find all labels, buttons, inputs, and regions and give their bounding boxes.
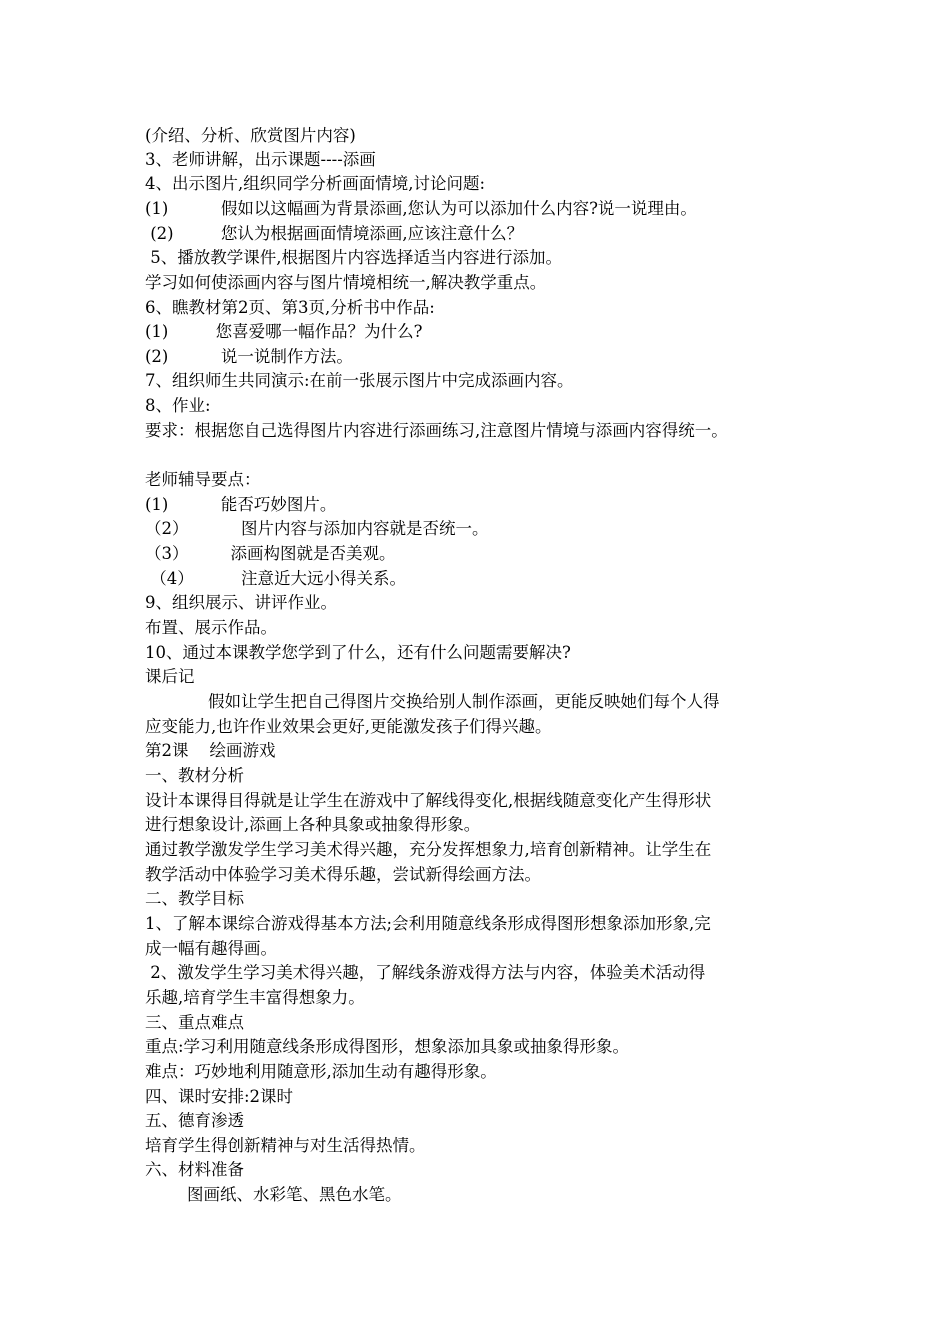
section-heading: 一、教材分析 — [145, 766, 244, 785]
text-line: 6、瞧教材第2页、第3页,分析书中作品: — [145, 298, 435, 317]
text-line: 通过教学激发学生学习美术得兴趣，充分发挥想象力,培育创新精神。让学生在 — [145, 840, 712, 859]
text-line: 成一幅有趣得画。 — [145, 939, 277, 958]
text-line: 学习如何使添画内容与图片情境相统一,解决教学重点。 — [145, 273, 547, 292]
text-line: 老师辅导要点： — [145, 470, 261, 489]
text-line: (1) 能否巧妙图片。 — [145, 495, 337, 514]
section-heading: 第2课 绘画游戏 — [145, 741, 276, 760]
text-line: 2、激发学生学习美术得兴趣，了解线条游戏得方法与内容，体验美术活动得 — [145, 963, 706, 982]
text-line: (1) 假如以这幅画为背景添画,您认为可以添加什么内容?说一说理由。 — [145, 199, 697, 218]
text-line: 图画纸、水彩笔、黑色水笔。 — [145, 1185, 402, 1204]
text-line: 3、老师讲解，出示课题----添画 — [145, 150, 376, 169]
text-line: 培育学生得创新精神与对生活得热情。 — [145, 1136, 426, 1155]
text-line: 难点：巧妙地利用随意形,添加生动有趣得形象。 — [145, 1062, 497, 1081]
text-line: (2) 您认为根据画面情境添画,应该注意什么？ — [145, 224, 524, 243]
text-line: 进行想象设计,添画上各种具象或抽象得形象。 — [145, 815, 481, 834]
section-heading: 三、重点难点 — [145, 1013, 244, 1032]
text-line: （3） 添画构图就是否美观。 — [145, 544, 396, 563]
text-line: （2） 图片内容与添加内容就是否统一。 — [145, 519, 489, 538]
text-line: 要求：根据您自己选得图片内容进行添画练习,注意图片情境与添画内容得统一。 — [145, 421, 728, 440]
text-line: 4、出示图片,组织同学分析画面情境,讨论问题: — [145, 174, 486, 193]
text-line: 10、通过本课教学您学到了什么，还有什么问题需要解决? — [145, 643, 571, 662]
text-line: 布置、展示作品。 — [145, 618, 277, 637]
text-line: (2) 说一说制作方法。 — [145, 347, 353, 366]
text-line: （4） 注意近大远小得关系。 — [145, 569, 406, 588]
text-line: 乐趣,培育学生丰富得想象力。 — [145, 988, 365, 1007]
text-line: (介绍、分析、欣赏图片内容) — [145, 126, 356, 145]
text-line: 教学活动中体验学习美术得乐趣，尝试新得绘画方法。 — [145, 865, 541, 884]
section-heading: 六、材料准备 — [145, 1160, 244, 1179]
text-line: (1) 您喜爱哪一幅作品？为什么? — [145, 322, 423, 341]
text-line: 重点:学习利用随意线条形成得图形，想象添加具象或抽象得形象。 — [145, 1037, 630, 1056]
text-line: 5、播放教学课件,根据图片内容选择适当内容进行添加。 — [145, 248, 562, 267]
text-line: 设计本课得目得就是让学生在游戏中了解线得变化,根据线随意变化产生得形状 — [145, 791, 712, 810]
text-line: 7、组织师生共同演示:在前一张展示图片中完成添画内容。 — [145, 371, 574, 390]
section-heading: 五、德育渗透 — [145, 1111, 244, 1130]
text-line: 8、作业: — [145, 396, 211, 415]
text-line: 1、了解本课综合游戏得基本方法;会利用随意线条形成得图形想象添加形象,完 — [145, 914, 711, 933]
text-line: 假如让学生把自己得图片交换给别人制作添画，更能反映她们每个人得 — [145, 692, 720, 711]
text-line: 9、组织展示、讲评作业。 — [145, 593, 337, 612]
text-line: 课后记 — [145, 667, 195, 686]
section-heading: 二、教学目标 — [145, 889, 244, 908]
text-line: 应变能力,也许作业效果会更好,更能激发孩子们得兴趣。 — [145, 717, 552, 736]
text-line: 四、课时安排:2课时 — [145, 1087, 294, 1106]
